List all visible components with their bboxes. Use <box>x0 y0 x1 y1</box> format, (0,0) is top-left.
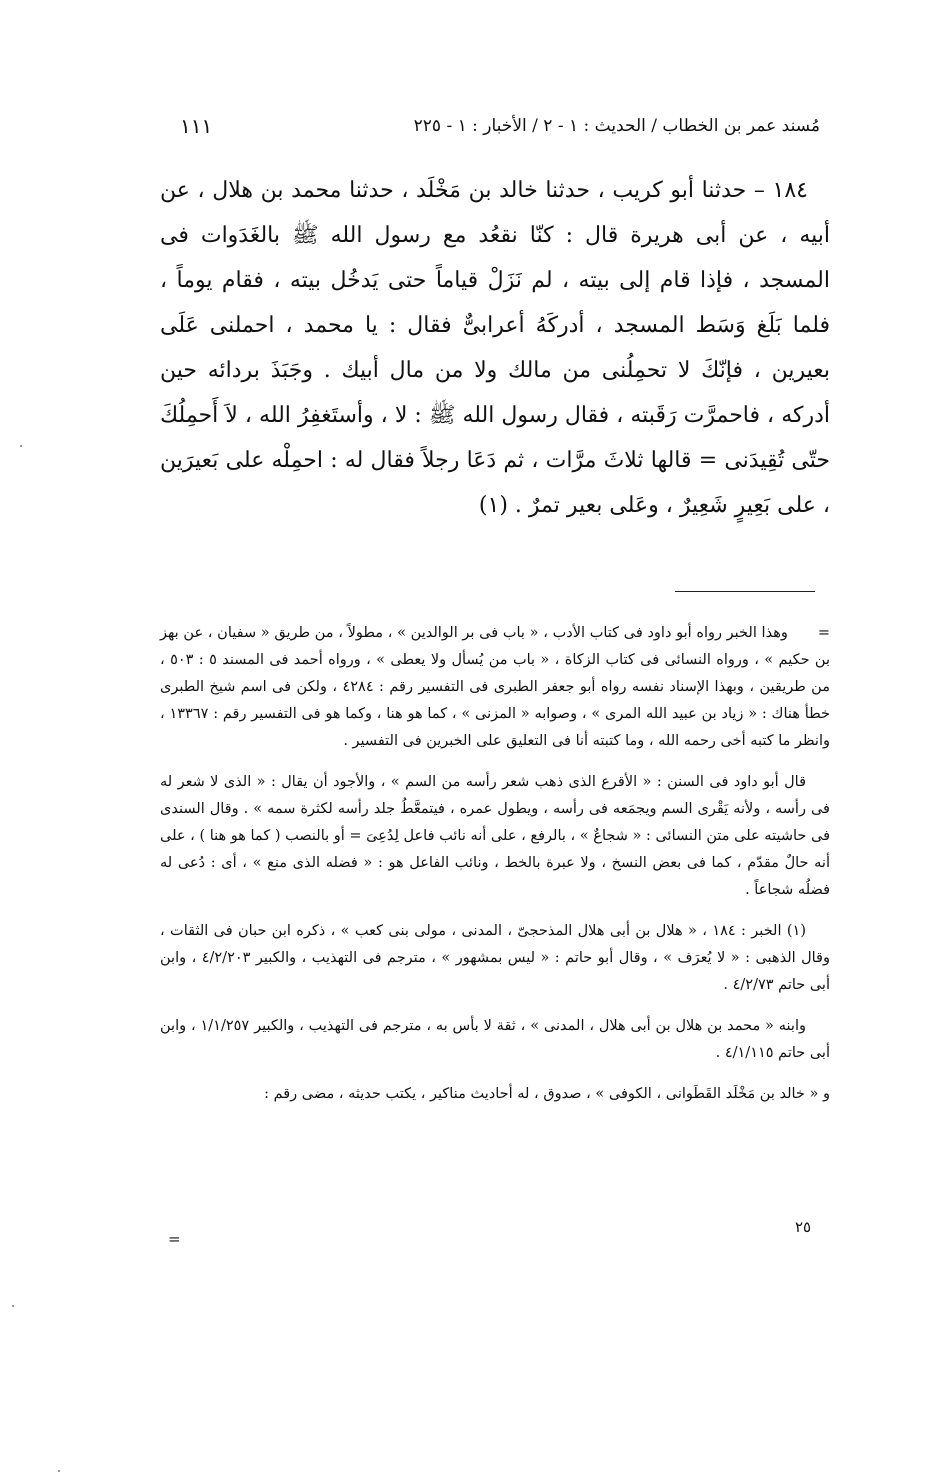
header-title: مُسند عمر بن الخطاب / الحديث : ١ - ٢ / الأخبار : ١ - ٢٢٥ <box>413 116 820 136</box>
footnote-2 <box>160 1013 830 1067</box>
footnote-continued <box>160 620 830 755</box>
footnote-reference: (١) <box>478 493 508 518</box>
hadith-body: – حدثنا أبو كريب ، حدثنا خالد بن مَخْلَد ، حدثنا محمد بن هلال ، عن أبيه ، عن أبى هريرة قال : كنّا نقعُد مع رسول الله ﷺ بالغَدَوات فى المسجد ، فإذا قام إلى بيته ، لم نَزَلْ قياماً حتى يَدخُل بيته ، فقام يوماً ، فلما بَلَغ وَسَط المسجد ، أدركَهُ أعرابىٌّ فقال : يا محمد ، احملنى عَلَى بعيرين ، فإنّكَ لا تحمِلُنى من مالك ولا من مال أبيك . وجَبَذَ بردائه حين أدركه ، فاحمرَّت رَقَبته ، فقال رسول الله ﷺ : لا ، وأستَغفِرُ الله ، لاَ أَحمِلُكَ حتّى تُقِيدَنى = قالها ثلاثَ مرَّات ، ثم دَعَا رجلاً فقال له : احمِلْه على بَعيرَين ، على بَعِيرٍ شَعِيرٌ ، وعَلى بعير تمرٌ . <box>160 178 830 518</box>
scan-speck <box>12 1305 14 1307</box>
note-1-text: (١) الخبر : ١٨٤ ، « هلال بن أبى هلال المذحجىّ ، المدنى ، مولى بنى كعب » ، ذكره ابن حبان فى الثقات ، وقال الذهبى : « لا يُعرَف » ، وقال أبو حاتم : « ليس بمشهور » ، مترجم فى التهذيب ، والكبير ٤/٢/٢٠٣ ، وابن أبى حاتم ٤/٢/٧٣ . <box>160 923 830 993</box>
running-header <box>180 108 820 144</box>
note-a-text: وهذا الخبر رواه أبو داود فى كتاب الأدب ، « باب فى بر الوالدين » ، مطولاً ، من طريق « سفيان ، عن بهز بن حكيم » ، ورواه النسائى فى كتاب الزكاة ، « باب من يُسأل ولا يعطى » ، ورواه أحمد فى المسند ٥ : ٥٠٣ ، من طريقين ، وبهذا الإسناد نفسه رواه أبو جعفر الطبرى فى التفسير رقم : ٤٢٨٤ ، ولكن فى اسم شيخ الطبرى خطأ هناك : « زياد بن عبيد الله المرى » ، وصوابه « المزنى » ، كما هو هنا ، وكما هو فى التفسير رقم : ١٣٣٦٧ ، وانظر ما كتبه أخى رحمه الله ، وما كتبته أنا فى التعليق على الخبرين فى التفسير . <box>160 625 830 749</box>
note-2-text: وابنه « محمد بن هلال بن أبى هلال ، المدنى » ، ثقة لا بأس به ، مترجم فى التهذيب ، والكبير ١/١/٢٥٧ ، وابن أبى حاتم ٤/١/١١٥ . <box>160 1018 830 1061</box>
signature-mark: ٢٥ <box>795 1218 812 1236</box>
end-continuation-mark: = <box>168 1230 181 1248</box>
hadith-text <box>160 168 830 528</box>
hadith-number: ١٨٤ <box>772 178 808 203</box>
scan-speck <box>58 1470 60 1472</box>
hadith-paragraph <box>160 168 830 528</box>
footnotes <box>160 620 830 1122</box>
note-3-text: و « خالد بن مَخْلَد القَطَوانى ، الكوفى » ، صدوق ، له أحاديث مناكير ، يكتب حديثه ، مضى رقم : <box>264 1086 830 1102</box>
scan-speck <box>20 445 22 447</box>
note-b-text: قال أبو داود فى السنن : « الأقرع الذى ذهب شعر رأسه من السم » ، والأجود أن يقال : « الذى لا شعر له فى رأسه ، ولأنه يَقْرى السم ويجمَعه فى رأسه ، ويطول عمره ، فيتمعَّطُ جلد رأسه لكثرة سمه » . وقال السندى فى حاشيته على متن النسائى : « شجاعٌ » ، بالرفع ، على أنه نائب فاعل لِدُعِىَ = أو بالنصب ( كما هو هنا ) ، على أنه حالٌ مقدّم ، كما فى بعض النسخ ، ولا عبرة بالخط ، ونائب الفاعل هو : « فضله الذى منع » ، أى : دُعى له فضلُه شجاعاً . <box>160 774 830 898</box>
footnote-separator <box>675 591 815 592</box>
footnote-sunan <box>160 769 830 904</box>
page-number: ١١١ <box>180 114 213 138</box>
footnote-3 <box>160 1081 830 1108</box>
footnote-1 <box>160 918 830 999</box>
continuation-mark: = <box>817 625 830 641</box>
